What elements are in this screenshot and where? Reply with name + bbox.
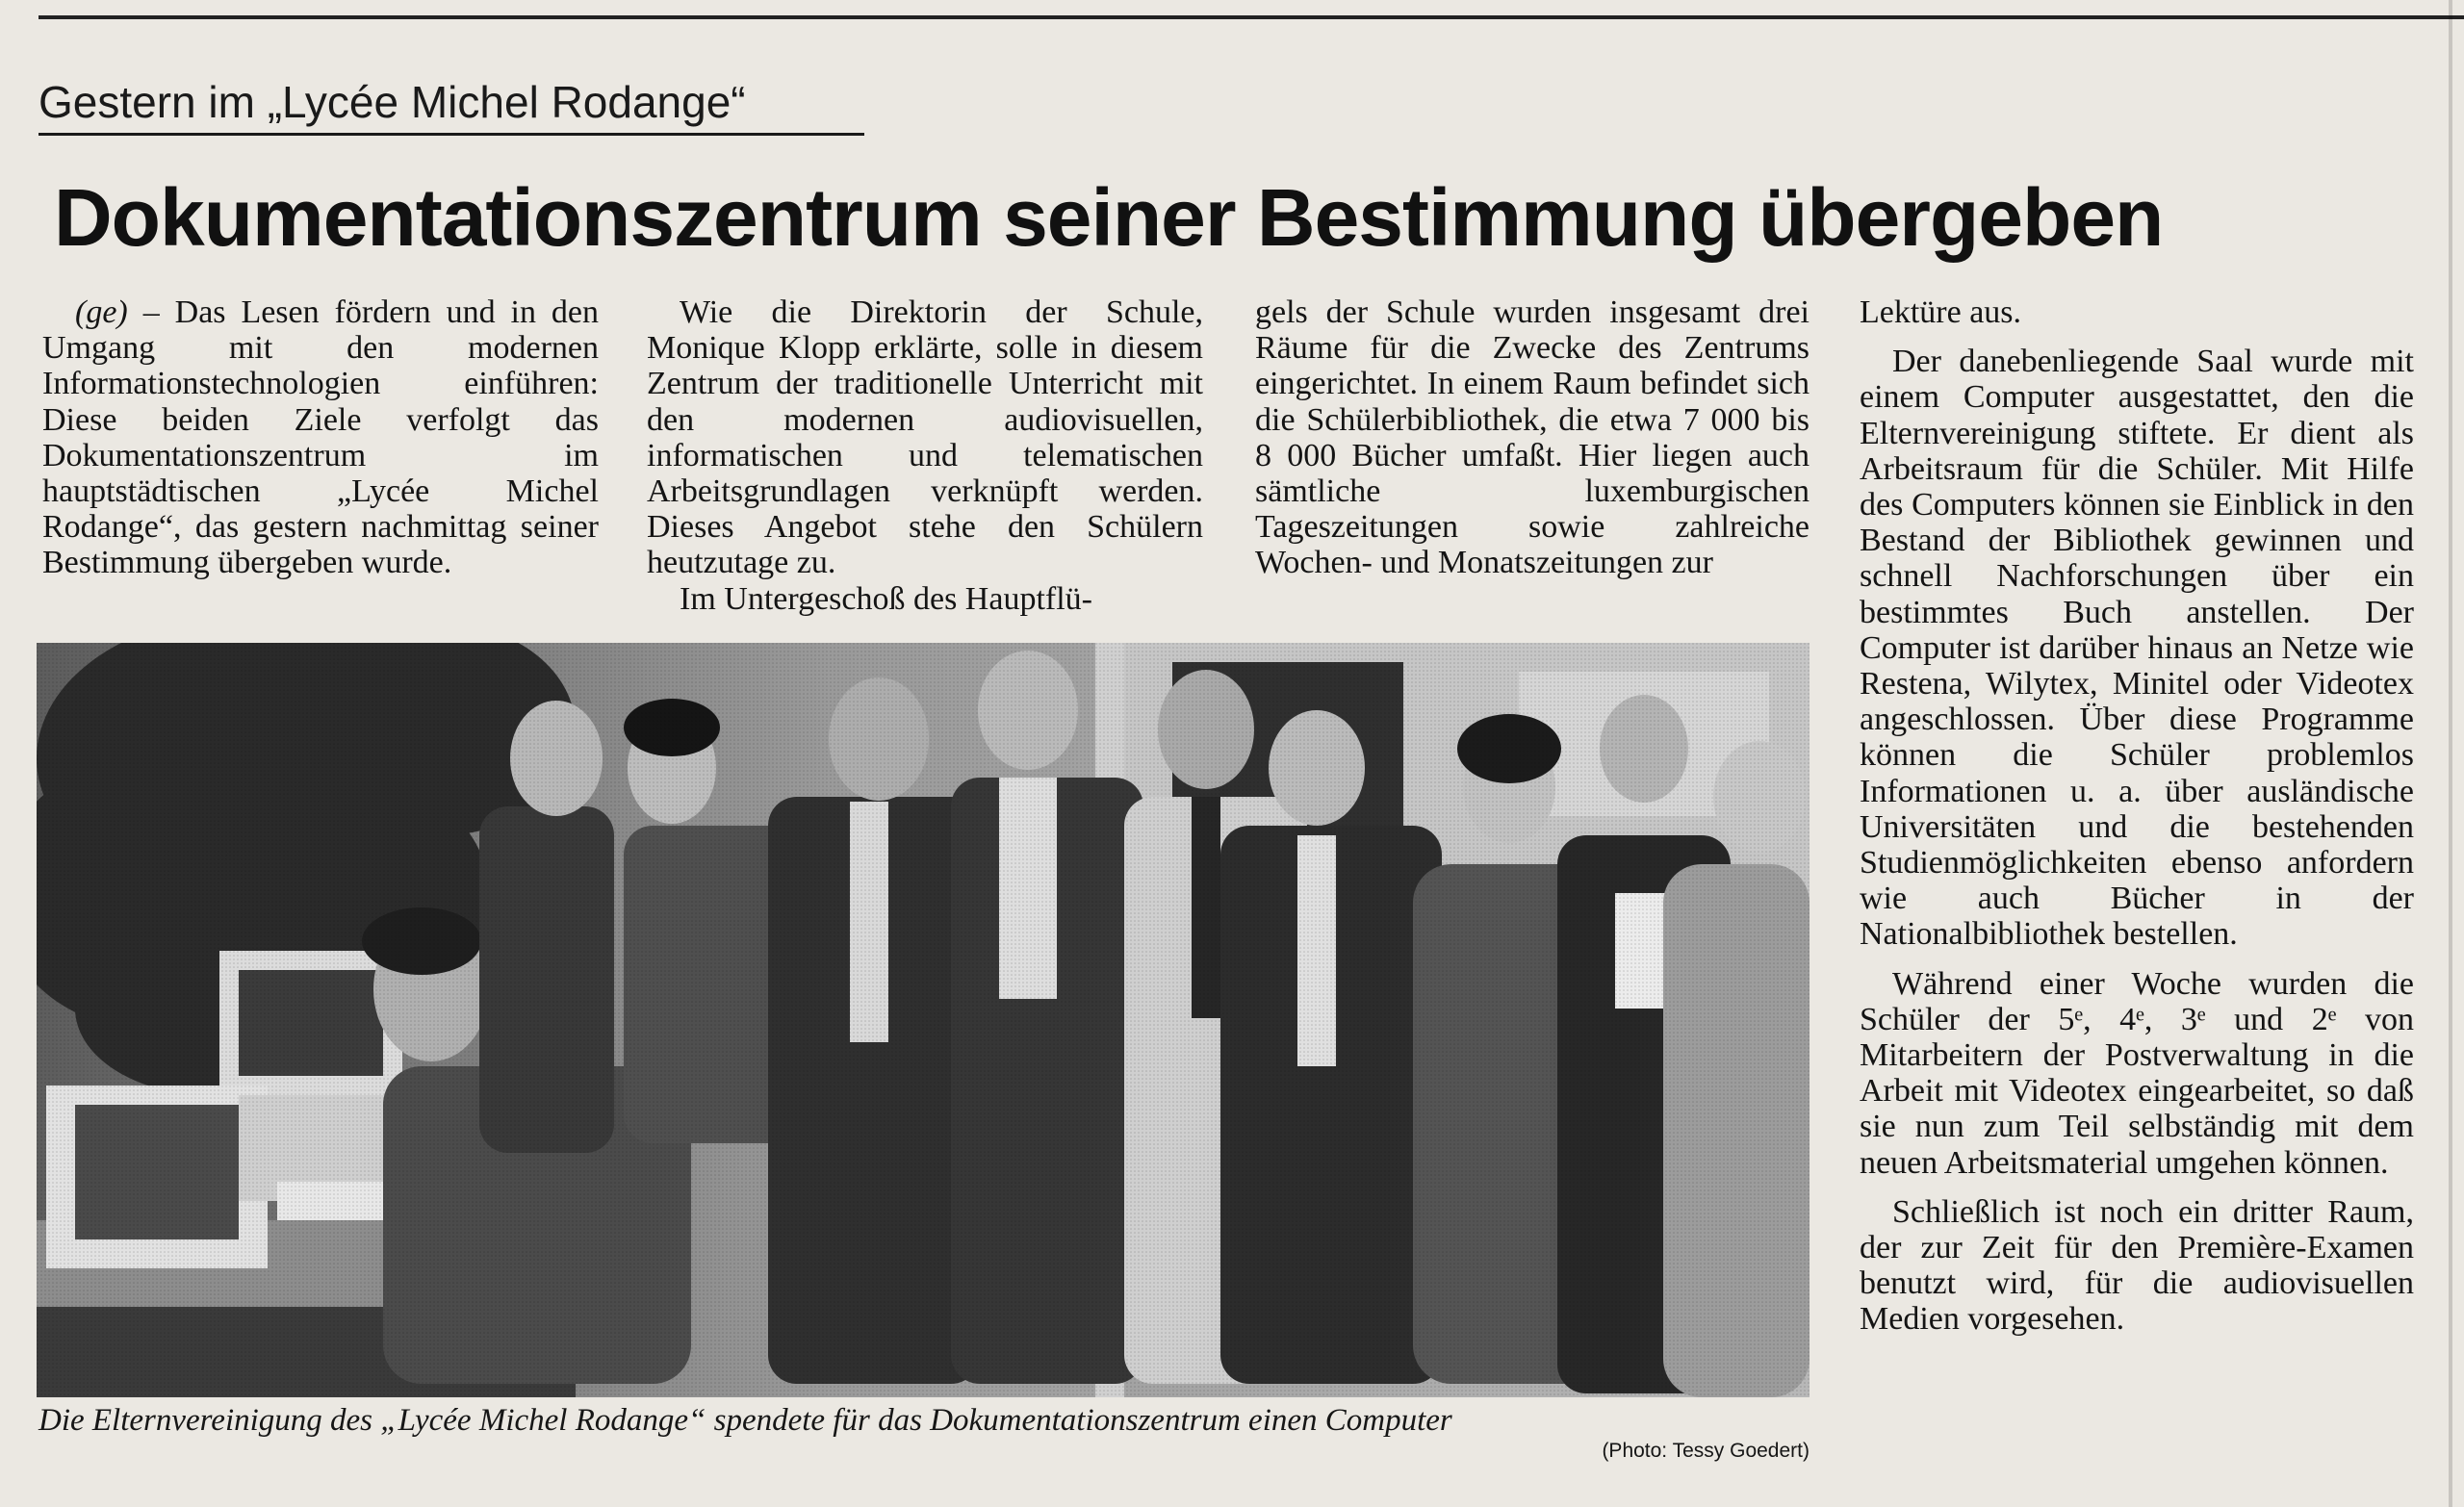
paragraph: Der danebenliegende Saal wurde mit einem Computer ausgestattet, den die Elternvereinigung stiftete. Er dient als Arbeitsraum für die Schüler. Mit Hilfe des Computers können sie Einblick in den Bestand der Bibliothek gewinnen und schnell Nachforschungen über ein bestimmtes Buch anstellen. Der Computer ist darüber hinaus an Netze wie Restena, Wilytex, Minitel oder Videotex angeschlossen. Über diese Programme können die Schüler problemlos Informationen u. a. über ausländische Universitäten und die bestehenden Studienmöglichkeiten ebenso anfordern wie auch Bücher in der Nationalbibliothek bestellen. [1860,344,2414,953]
paragraph: Wie die Direktorin der Schule, Monique Klopp erklärte, solle in diesem Zentrum der traditionelle Unterricht mit den modernen audiovisuellen, informatischen und telematischen Arbeitsgrundlagen verknüpft werden. Dieses Angebot stehe den Schülern heutzutage zu. [647,294,1203,581]
paragraph: Lektüre aus. [1860,294,2022,330]
photo-caption: Die Elternvereinigung des „Lycée Michel Rodange“ spendete für das Dokumentationszentrum einen Computer [38,1403,1452,1438]
press-photo-drawing [37,643,1810,1397]
headline: Dokumentationszentrum seiner Bestimmung übergeben [54,172,2164,263]
paragraph: Während einer Woche wurden die Schüler der 5ᵉ, 4ᵉ, 3ᵉ und 2ᵉ von Mitarbeitern der Postverwaltung in die Arbeit mit Videotex eingearbeitet, so daß sie nun zum Teil selbständig mit dem neuen Arbeitsmaterial umgehen können. [1860,965,2414,1181]
kicker: Gestern im „Lycée Michel Rodange“ [38,77,746,127]
article-column-4 [1860,294,2414,1338]
paragraph: gels der Schule wurden insgesamt drei Räume für die Zwecke des Zentrums eingerichtet. In einem Raum befindet sich die Schülerbibliothek, die etwa 7 000 bis 8 000 Bücher umfaßt. Hier liegen auch sämtliche luxemburgischen Tageszeitungen sowie zahlreiche Wochen- und Monatszeitungen zur [1255,294,1810,581]
kicker-underline [38,133,864,136]
top-rule [38,15,2464,19]
article-column-2 [647,294,1203,617]
byline: (ge) [75,294,128,330]
fold-shadow [2449,0,2452,1507]
press-photo [37,643,1810,1397]
article-column-3 [1255,294,1810,581]
paragraph: Im Untergeschoß des Hauptflü- [680,580,1092,617]
paragraph-text: – Das Lesen fördern und in den Umgang mit den modernen Informationstechnologien einführen: Diese beiden Ziele verfolgt das Dokumentationszentrum im hauptstädtischen „Lycée Michel Rodange“, das gestern nachmittag seiner Bestimmung übergeben wurde. [42,294,599,581]
paragraph [42,294,599,581]
article-column-1 [42,294,599,581]
photo-credit: (Photo: Tessy Goedert) [1602,1440,1810,1462]
paragraph: Schließlich ist noch ein dritter Raum, der zur Zeit für den Première-Examen benutzt wird, für die audiovisuellen Medien vorgesehen. [1860,1193,2414,1338]
